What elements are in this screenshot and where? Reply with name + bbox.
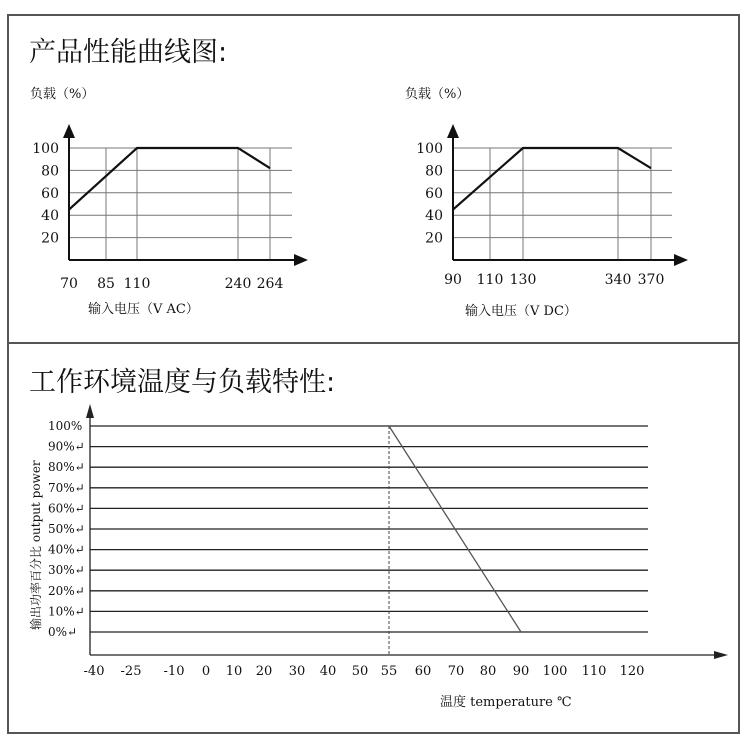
y-axis-arrow — [63, 124, 75, 138]
x-tick-label: 85 — [97, 276, 115, 292]
y-tick-label: 40 — [425, 208, 443, 225]
y-axis-arrow — [447, 124, 459, 138]
y-tick-label: 60%↵ — [48, 501, 85, 516]
x-axis-arrow — [714, 651, 728, 659]
x-tick-label: 130 — [509, 272, 537, 288]
x-axis-title: 输入电压（V DC） — [465, 304, 577, 319]
x-tick-label: 120 — [619, 664, 645, 679]
x-tick-label: 70 — [447, 664, 465, 679]
y-axis-title: 负载（%） — [30, 87, 95, 102]
x-tick-label: 264 — [256, 276, 284, 292]
y-tick-label: 100% — [48, 419, 83, 433]
x-tick-label: -40 — [83, 664, 105, 679]
ac-derating-chart — [30, 86, 296, 317]
x-tick-label: 40 — [319, 664, 337, 679]
x-tick-label: 340 — [604, 272, 632, 288]
x-tick-label: 80 — [479, 664, 497, 679]
x-axis-title: 输入电压（V AC） — [88, 302, 199, 317]
x-tick-label: -10 — [163, 664, 185, 679]
y-tick-label: 30%↵ — [48, 563, 85, 578]
y-tick-label: 80 — [425, 163, 443, 180]
x-tick-label: 110 — [476, 272, 504, 288]
x-tick-label: 90 — [444, 272, 462, 288]
x-tick-label: 10 — [225, 664, 243, 679]
y-tick-label: 80%↵ — [48, 460, 85, 475]
curve-section-title: 产品性能曲线图: — [29, 37, 228, 68]
y-axis-title: 输出功率百分比 output power — [29, 460, 43, 630]
x-tick-label: 20 — [255, 664, 273, 679]
y-tick-label: 20%↵ — [48, 583, 85, 598]
x-tick-label: -25 — [120, 664, 142, 679]
temp-derating-chart — [28, 404, 728, 710]
y-tick-label: 10%↵ — [48, 604, 85, 619]
x-tick-label: 110 — [581, 664, 607, 679]
y-tick-label: 90%↵ — [48, 439, 85, 454]
series-line — [69, 148, 270, 210]
y-tick-label: 20 — [41, 230, 59, 247]
y-tick-label: 60 — [425, 185, 443, 202]
y-tick-label: 50%↵ — [48, 522, 85, 536]
x-tick-label: 70 — [60, 276, 78, 292]
y-tick-label: 80 — [41, 163, 59, 180]
x-tick-label: 240 — [224, 276, 252, 292]
temp-section-title: 工作环境温度与负载特性: — [29, 367, 336, 398]
y-tick-label: 100 — [32, 141, 59, 157]
y-tick-label: 100 — [416, 141, 443, 157]
x-axis-arrow — [674, 254, 688, 266]
y-tick-label: 40%↵ — [48, 542, 85, 557]
y-axis-arrow — [86, 404, 94, 418]
y-axis-title: 负载（%） — [405, 87, 470, 102]
x-tick-label: 100 — [542, 664, 568, 679]
series-line — [453, 148, 651, 210]
x-tick-label: 30 — [288, 664, 306, 679]
y-tick-label: 0%↵ — [48, 625, 78, 639]
x-tick-label: 110 — [123, 276, 151, 292]
y-tick-label: 20 — [425, 230, 443, 247]
y-tick-label: 70%↵ — [48, 480, 85, 495]
x-tick-label: 90 — [512, 664, 530, 679]
y-tick-label: 40 — [41, 208, 59, 225]
x-tick-label: 60 — [414, 664, 432, 679]
y-tick-label: 60 — [41, 185, 59, 202]
x-tick-label: 0 — [201, 664, 211, 679]
dc-derating-chart — [405, 86, 676, 319]
x-tick-label: 55 — [380, 664, 398, 679]
x-tick-label: 370 — [637, 272, 665, 288]
x-axis-arrow — [294, 254, 308, 266]
x-axis-title: 温度 temperature ℃ — [440, 695, 572, 710]
x-tick-label: 50 — [351, 664, 369, 679]
